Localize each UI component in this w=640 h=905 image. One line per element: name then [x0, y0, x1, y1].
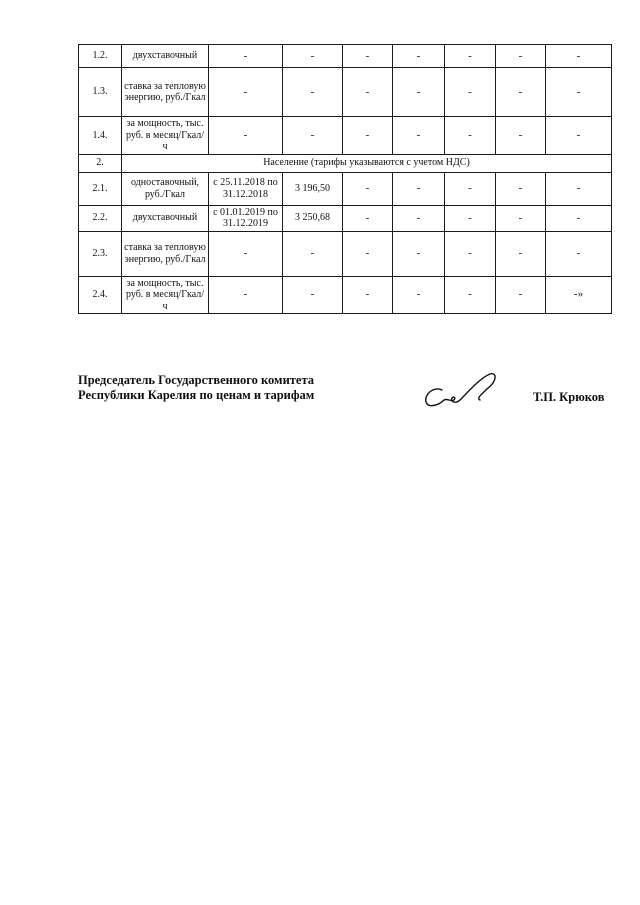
- signatory-title-line: Республики Карелия по ценам и тарифам: [78, 388, 315, 402]
- row-period: -: [209, 231, 283, 276]
- row-cell: -: [393, 45, 445, 68]
- row-cell: -: [496, 205, 546, 231]
- row-label: ставка за тепловую энергию, руб./Гкал: [122, 68, 209, 117]
- handwritten-signature: [420, 370, 510, 412]
- row-cell: -: [546, 172, 612, 205]
- row-value: -: [283, 117, 343, 155]
- row-period: с 01.01.2019 по 31.12.2019: [209, 205, 283, 231]
- row-value: -: [283, 68, 343, 117]
- row-value: -: [283, 276, 343, 314]
- table-row: [79, 276, 612, 314]
- row-cell: -: [546, 68, 612, 117]
- row-cell: -: [445, 205, 496, 231]
- row-cell: -: [343, 231, 393, 276]
- row-number: 1.2.: [79, 45, 122, 68]
- row-cell: -: [445, 45, 496, 68]
- table-row: [79, 231, 612, 276]
- row-number: 2.1.: [79, 172, 122, 205]
- row-label: одноставочный, руб./Гкал: [122, 172, 209, 205]
- table-row: [79, 117, 612, 155]
- table-row: [79, 172, 612, 205]
- table-row: [79, 45, 612, 68]
- row-cell: -: [546, 231, 612, 276]
- row-cell: -: [496, 117, 546, 155]
- row-cell: -: [393, 68, 445, 117]
- row-cell: -: [343, 45, 393, 68]
- row-number: 1.4.: [79, 117, 122, 155]
- section-title: Население (тарифы указываются с учетом НДС): [122, 154, 612, 172]
- row-cell: -: [546, 117, 612, 155]
- row-value: -: [283, 45, 343, 68]
- row-label: двухставочный: [122, 205, 209, 231]
- tariff-table: [78, 44, 612, 314]
- row-cell: -: [343, 276, 393, 314]
- row-cell: -: [343, 68, 393, 117]
- row-cell: -: [546, 205, 612, 231]
- row-value: 3 250,68: [283, 205, 343, 231]
- row-cell: -: [393, 276, 445, 314]
- row-label: за мощность, тыс. руб. в месяц/Гкал/ч: [122, 276, 209, 314]
- row-cell: -: [393, 205, 445, 231]
- row-number: 2.4.: [79, 276, 122, 314]
- row-cell: -: [546, 45, 612, 68]
- row-cell: -: [445, 231, 496, 276]
- row-number: 2.: [79, 154, 122, 172]
- signatory-title-line: Председатель Государственного комитета: [78, 373, 315, 387]
- row-period: -: [209, 45, 283, 68]
- row-number: 2.2.: [79, 205, 122, 231]
- row-cell: -: [445, 68, 496, 117]
- row-period: -: [209, 117, 283, 155]
- row-cell: -: [496, 231, 546, 276]
- section-row: [79, 154, 612, 172]
- row-number: 2.3.: [79, 231, 122, 276]
- row-cell: -: [496, 276, 546, 314]
- signatory-title: [78, 373, 314, 403]
- row-cell: -: [393, 231, 445, 276]
- row-cell: -: [393, 172, 445, 205]
- row-period: -: [209, 68, 283, 117]
- row-value: 3 196,50: [283, 172, 343, 205]
- row-cell: -: [445, 172, 496, 205]
- row-cell: -: [445, 276, 496, 314]
- row-cell: -: [393, 117, 445, 155]
- row-number: 1.3.: [79, 68, 122, 117]
- row-cell: -: [496, 68, 546, 117]
- row-cell: -: [496, 172, 546, 205]
- row-label: ставка за тепловую энергию, руб./Гкал: [122, 231, 209, 276]
- row-cell: -»: [546, 276, 612, 314]
- row-cell: -: [496, 45, 546, 68]
- row-cell: -: [343, 172, 393, 205]
- row-period: -: [209, 276, 283, 314]
- row-cell: -: [445, 117, 496, 155]
- row-cell: -: [343, 205, 393, 231]
- row-cell: -: [343, 117, 393, 155]
- row-period: с 25.11.2018 по 31.12.2018: [209, 172, 283, 205]
- row-label: двухставочный: [122, 45, 209, 68]
- row-value: -: [283, 231, 343, 276]
- row-label: за мощность, тыс. руб. в месяц/Гкал/ч: [122, 117, 209, 155]
- signer-name: Т.П. Крюков: [533, 390, 605, 404]
- table-row: [79, 68, 612, 117]
- table-row: [79, 205, 612, 231]
